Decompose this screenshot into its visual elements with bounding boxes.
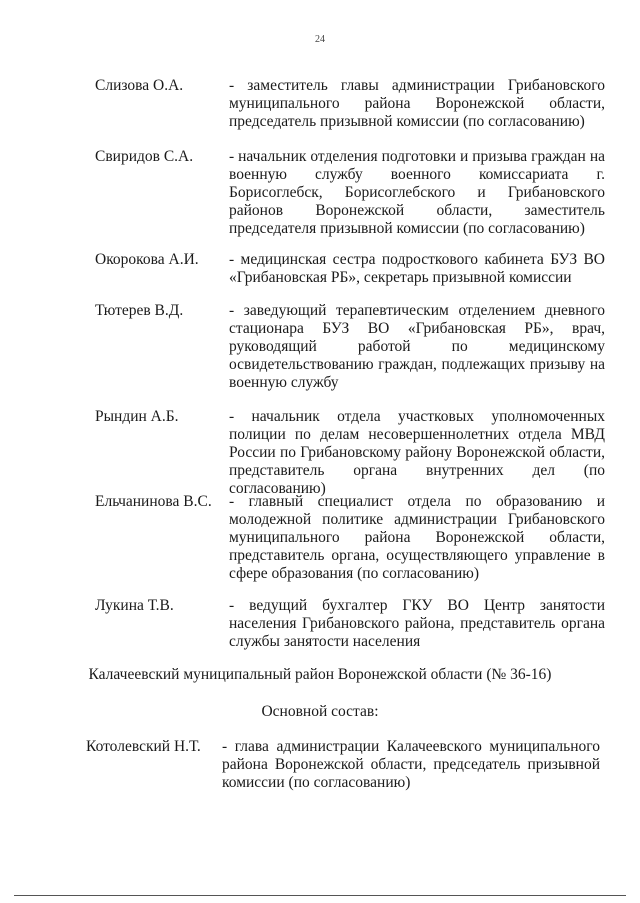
member-name: Тютерев В.Д. <box>95 302 184 319</box>
member-role: - начальник отделения подготовки и призыва граждан на военную службу военного комиссариата г. Борисоглебск, Борисоглебского и Грибановского районов Воронежской области, заместитель председателя призывной комиссии (по согласованию) <box>229 148 605 237</box>
member-role: - начальник отдела участковых уполномоченных полиции по делам несовершеннолетних отдела МВД России по Грибановскому району Воронежской области, представитель органа внутренних дел (по согласованию) <box>229 408 605 497</box>
member-name: Рындин А.Б. <box>95 408 179 425</box>
member-role: - медицинская сестра подросткового кабинета БУЗ ВО «Грибановская РБ», секретарь призывной комиссии <box>229 251 605 286</box>
district-heading: Калачеевский муниципальный район Воронежской области (№ 36-16) <box>88 666 552 683</box>
member-name: Ельчанинова В.С. <box>95 493 212 510</box>
composition-heading: Основной состав: <box>261 703 379 720</box>
member-role: - заместитель главы администрации Грибановского муниципального района Воронежской области, председатель призывной комиссии (по согласованию) <box>229 77 605 130</box>
member-role: - глава администрации Калачеевского муниципального района Воронежской области, председатель призывной комиссии (по согласованию) <box>222 738 600 791</box>
page-number: 24 <box>315 34 325 45</box>
member-name: Свиридов С.А. <box>95 148 194 165</box>
member-role: - заведующий терапевтическим отделением дневного стационара БУЗ ВО «Грибановская РБ», врач, руководящий работой по медицинскому освидетельствованию граждан, подлежащих призыву на военную службу <box>229 302 605 391</box>
member-role: - ведущий бухгалтер ГКУ ВО Центр занятости населения Грибановского района, представитель органа службы занятости населения <box>229 597 605 650</box>
member-name: Окорокова А.И. <box>95 251 199 268</box>
member-role: - главный специалист отдела по образованию и молодежной политике администрации Грибановского муниципального района Воронежской области, представитель органа, осуществляющего управление в сфере образования (по согласованию) <box>229 493 605 582</box>
page-bottom-rule <box>14 895 626 896</box>
member-name: Котолевский Н.Т. <box>86 738 201 755</box>
member-name: Лукина Т.В. <box>95 597 174 614</box>
member-name: Слизова О.А. <box>95 77 184 94</box>
